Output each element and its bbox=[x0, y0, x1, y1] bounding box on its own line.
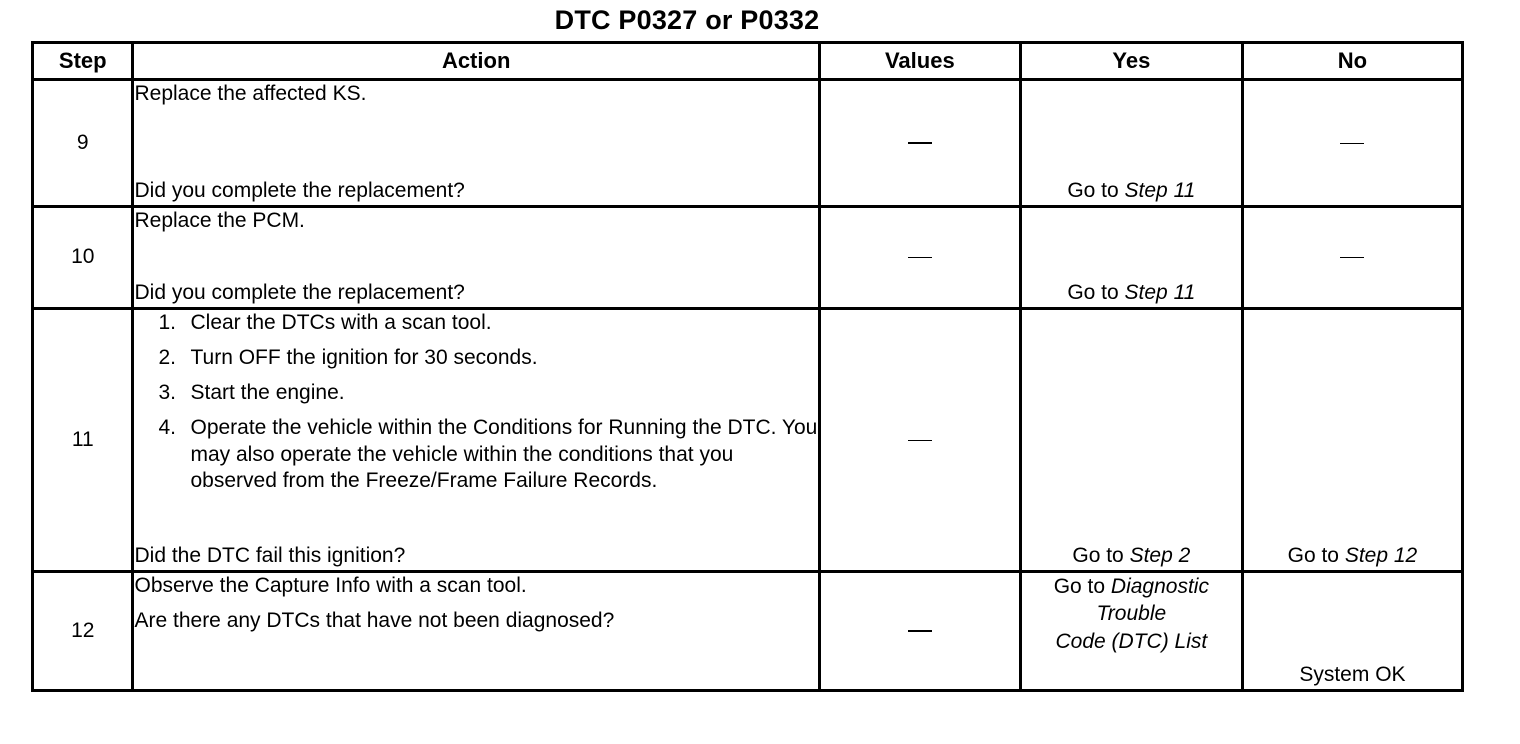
yes-ref-line3[interactable]: Code (DTC) List bbox=[1055, 629, 1208, 653]
no-result: System OK bbox=[1299, 663, 1406, 687]
action-question: Did you complete the replacement? bbox=[134, 281, 465, 305]
list-text: Clear the DTCs with a scan tool. bbox=[190, 311, 492, 334]
action-text: Replace the affected KS. bbox=[134, 82, 367, 105]
yes-prefix: Go to bbox=[1067, 179, 1119, 203]
list-item bbox=[158, 415, 817, 496]
list-text: Operate the vehicle within the Conditions for Running the DTC. You may also operate the vehicle within the conditions that you observed from the Freeze/Frame Failure Records. bbox=[190, 415, 818, 493]
yes-cell bbox=[1020, 207, 1242, 309]
yes-step-link[interactable]: Step 2 bbox=[1129, 544, 1191, 568]
values-cell bbox=[819, 572, 1020, 691]
step-number: 12 bbox=[33, 572, 133, 691]
header-values: Values bbox=[819, 43, 1020, 80]
action-content bbox=[134, 81, 817, 205]
action-list bbox=[134, 310, 817, 501]
table-row bbox=[33, 207, 1463, 309]
step-number: 10 bbox=[33, 207, 133, 309]
action-cell bbox=[133, 80, 819, 207]
no-prefix: Go to bbox=[1287, 544, 1339, 568]
yes-prefix: Go to bbox=[1053, 575, 1106, 598]
values-cell bbox=[819, 80, 1020, 207]
header-yes: Yes bbox=[1020, 43, 1242, 80]
table-row bbox=[33, 309, 1463, 572]
yes-ref-line1: Diagnostic bbox=[1110, 575, 1209, 598]
action-question: Did the DTC fail this ignition? bbox=[134, 544, 406, 568]
values-cell bbox=[819, 207, 1020, 309]
no-step-link[interactable]: Step 12 bbox=[1344, 544, 1418, 568]
table-row bbox=[33, 80, 1463, 207]
yes-cell bbox=[1020, 309, 1242, 572]
action-cell bbox=[133, 572, 819, 691]
dash-mark bbox=[1340, 143, 1364, 144]
table-row bbox=[33, 572, 1463, 691]
header-no: No bbox=[1242, 43, 1462, 80]
no-cell bbox=[1242, 207, 1462, 309]
diagnostic-table bbox=[31, 41, 1464, 692]
action-cell bbox=[133, 309, 819, 572]
action-text: Replace the PCM. bbox=[134, 209, 305, 232]
action-question: Are there any DTCs that have not been diagnosed? bbox=[134, 608, 615, 632]
list-item bbox=[158, 345, 817, 372]
action-content bbox=[134, 208, 817, 307]
action-content bbox=[134, 310, 817, 570]
step-number: 9 bbox=[33, 80, 133, 207]
step-number: 11 bbox=[33, 309, 133, 572]
dash-mark bbox=[908, 440, 932, 441]
yes-prefix: Go to bbox=[1067, 281, 1119, 305]
yes-step-link[interactable]: Step 11 bbox=[1124, 281, 1196, 305]
action-cell bbox=[133, 207, 819, 309]
page-title: DTC P0327 or P0332 bbox=[554, 5, 820, 35]
list-number: 3. bbox=[158, 380, 176, 404]
list-number: 2. bbox=[158, 345, 176, 369]
list-number: 1. bbox=[158, 311, 176, 334]
no-cell bbox=[1242, 80, 1462, 207]
list-text: Turn OFF the ignition for 30 seconds. bbox=[190, 345, 538, 369]
header-action: Action bbox=[133, 43, 819, 80]
yes-cell bbox=[1020, 572, 1242, 691]
list-text: Start the engine. bbox=[190, 380, 345, 404]
action-question: Did you complete the replacement? bbox=[134, 179, 465, 203]
action-text: Observe the Capture Info with a scan tool. bbox=[134, 574, 527, 597]
yes-link-line1[interactable] bbox=[1022, 573, 1241, 600]
yes-prefix: Go to bbox=[1072, 544, 1124, 568]
table-header-row bbox=[33, 43, 1463, 80]
yes-ref-line2[interactable]: Trouble bbox=[1096, 602, 1167, 626]
list-item bbox=[158, 310, 817, 337]
yes-step-link[interactable]: Step 11 bbox=[1124, 179, 1196, 203]
list-item bbox=[158, 380, 817, 407]
values-cell bbox=[819, 309, 1020, 572]
dash-mark bbox=[908, 257, 932, 258]
yes-cell bbox=[1020, 80, 1242, 207]
no-cell bbox=[1242, 309, 1462, 572]
dash-mark bbox=[908, 142, 932, 144]
no-cell bbox=[1242, 572, 1462, 691]
list-number: 4. bbox=[158, 415, 176, 439]
dash-mark bbox=[908, 630, 932, 632]
header-step: Step bbox=[33, 43, 133, 80]
dash-mark bbox=[1340, 257, 1364, 258]
